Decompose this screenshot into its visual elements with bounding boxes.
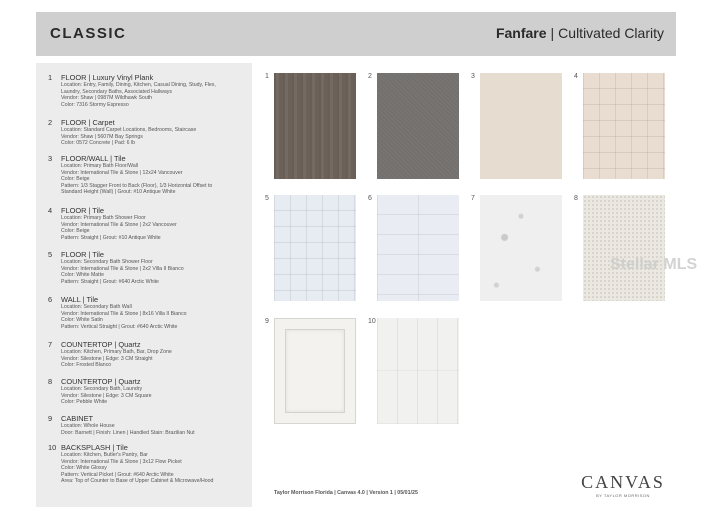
- selection-detail: Door: Barnett | Finish: Linen | Handled Stain: Brazilian Nut: [61, 429, 195, 436]
- selection-title-text: WALL | Tile: [61, 295, 99, 304]
- swatch-number: 4: [574, 73, 578, 80]
- footer-text: Taylor Morrison Florida | Canvas 4.0 | Version 1 | 05/01/25: [274, 490, 418, 496]
- swatch-number: 1: [265, 73, 269, 80]
- selection-title: [48, 340, 248, 349]
- selection-number: 2: [48, 118, 53, 127]
- selection-number: 9: [48, 414, 53, 423]
- selection-detail: Vendor: Silestone | Edge: 3 CM Square: [61, 392, 152, 399]
- selection-detail: Pattern: Straight | Grout: #10 Antique White: [61, 234, 161, 241]
- brand-name: Fanfare: [495, 25, 547, 41]
- backsplash-picket-swatch: [377, 318, 459, 424]
- selection-detail: Vendor: International Tile & Stone | 12x24 Vancouver: [61, 169, 183, 176]
- selection-title: [48, 377, 248, 386]
- selection-item: [48, 206, 248, 241]
- logo-sub: BY TAYLOR MORRISON: [596, 493, 650, 498]
- selection-title: [48, 73, 248, 82]
- swatch-number: 10: [368, 318, 376, 325]
- selection-detail: Vendor: International Tile & Stone | 3x12 Flow Picket: [61, 458, 182, 465]
- selection-detail: Location: Standard Carpet Locations, Bedrooms, Staircase: [61, 127, 197, 133]
- selection-detail: Color: Pebble White: [61, 399, 108, 406]
- selection-item: [48, 443, 248, 485]
- header-bar: [36, 12, 676, 56]
- selection-title: [48, 443, 248, 452]
- selection-item: [48, 154, 248, 196]
- selection-detail: Color: Frosted Blanco: [61, 362, 112, 369]
- white-mosaic-swatch: [274, 195, 356, 301]
- selection-detail: Laundry, Secondary Baths, Associated Hallways: [61, 88, 172, 95]
- selection-detail: Vendor: Shaw | 0987M Wildhawk South: [61, 95, 153, 102]
- selection-detail: Location: Secondary Bath, Laundry: [61, 386, 143, 392]
- logo-main: CANVAS: [581, 472, 665, 492]
- selection-title-text: COUNTERTOP | Quartz: [61, 340, 141, 349]
- swatch-number: 3: [471, 73, 475, 80]
- selection-number: 3: [48, 154, 53, 163]
- selection-detail: Color: White Matte: [61, 272, 104, 279]
- selection-title: [48, 206, 248, 215]
- swatch-number: 6: [368, 195, 372, 202]
- selection-title: [48, 154, 248, 163]
- beige-mosaic-swatch: [583, 73, 665, 179]
- selection-title-text: BACKSPLASH | Tile: [61, 443, 128, 452]
- selection-detail: Pattern: Vertical Picket | Grout: #640 Arctic White: [61, 471, 174, 478]
- brand-separator: |: [550, 25, 555, 41]
- selection-item: [48, 250, 248, 285]
- selection-detail: Location: Primary Bath Shower Floor: [61, 215, 146, 221]
- selection-detail: Location: Kitchen, Butler's Pantry, Bar: [61, 452, 148, 458]
- watermark: Stellar MLS: [610, 256, 698, 273]
- selection-title-text: COUNTERTOP | Quartz: [61, 377, 141, 386]
- quartz-pebble-swatch: [583, 195, 665, 301]
- selection-title-text: FLOOR | Tile: [61, 250, 104, 259]
- selection-number: 5: [48, 250, 53, 259]
- selection-detail: Vendor: Shaw | 5607M Bay Springs: [61, 133, 143, 140]
- selections-panel: [36, 63, 252, 507]
- selection-detail: Location: Kitchen, Primary Bath, Bar, Drop Zone: [61, 349, 172, 355]
- selection-item: [48, 414, 248, 436]
- selection-detail: Color: Beige: [61, 176, 90, 183]
- wood-plank-swatch: [274, 73, 356, 179]
- selection-detail: Location: Whole House: [61, 423, 115, 429]
- selection-number: 4: [48, 206, 53, 215]
- selection-item: [48, 377, 248, 406]
- selection-item: [48, 340, 248, 369]
- beige-tile-swatch: [480, 73, 562, 179]
- selection-number: 7: [48, 340, 53, 349]
- selection-detail: Color: 0572 Concrete | Pad: 6 lb: [61, 140, 136, 147]
- canvas-logo: [580, 472, 666, 498]
- selection-detail: Location: Entry, Family, Dining, Kitchen, Casual Dining, Study, Flex,: [61, 82, 216, 88]
- swatch-number: 5: [265, 195, 269, 202]
- selection-title: [48, 295, 248, 304]
- swatch-number: 9: [265, 318, 269, 325]
- selection-detail: Vendor: International Tile & Stone | 8x16 Villa II Bianco: [61, 310, 187, 317]
- brand-title: [496, 25, 664, 41]
- selection-number: 1: [48, 73, 53, 82]
- selection-detail: Area: Top of Counter to Base of Upper Cabinet & Microwave/Hood: [61, 478, 214, 485]
- brand-tagline: Cultivated Clarity: [558, 25, 664, 41]
- selection-number: 10: [48, 443, 57, 452]
- selection-item: [48, 73, 248, 108]
- selection-detail: Standard Height (Wall) | Grout: #10 Antique White: [61, 189, 176, 196]
- selection-detail: Vendor: International Tile & Stone | 2x2 Villa II Bianco: [61, 265, 184, 272]
- selection-detail: Pattern: Vertical Straight | Grout: #640 Arctic White: [61, 323, 178, 330]
- selection-title-text: CABINET: [61, 414, 94, 423]
- selection-detail: Pattern: Straight | Grout: #640 Arctic White: [61, 278, 159, 285]
- selection-number: 6: [48, 295, 53, 304]
- selection-title: [48, 118, 248, 127]
- selection-detail: Pattern: 1/3 Stagger Front to Back (Floor), 1/3 Horizontal Offset to: [61, 182, 213, 189]
- selection-detail: Color: White Glossy: [61, 465, 107, 472]
- selection-detail: Color: White Satin: [61, 317, 103, 324]
- selection-title-text: FLOOR | Luxury Vinyl Plank: [61, 73, 154, 82]
- selection-item: [48, 295, 248, 330]
- selection-detail: Location: Primary Bath Floor/Wall: [61, 163, 139, 169]
- quartz-frosted-swatch: [480, 195, 562, 301]
- selection-detail: Color: 7316 Stormy Espresso: [61, 101, 129, 108]
- selection-number: 8: [48, 377, 53, 386]
- swatch-number: 7: [471, 195, 475, 202]
- selection-title-text: FLOOR/WALL | Tile: [61, 154, 126, 163]
- selection-title-text: FLOOR | Carpet: [61, 118, 115, 127]
- collection-title: CLASSIC: [50, 25, 127, 42]
- carpet-swatch: [377, 73, 459, 179]
- selection-item: [48, 118, 248, 147]
- swatch-number: 8: [574, 195, 578, 202]
- selection-detail: Vendor: Silestone | Edge: 3 CM Straight: [61, 355, 153, 362]
- white-wall-tile-swatch: [377, 195, 459, 301]
- selection-detail: Vendor: International Tile & Stone | 2x2 Vancouver: [61, 221, 177, 228]
- selection-detail: Color: Beige: [61, 228, 90, 235]
- selection-detail: Location: Secondary Bath Shower Floor: [61, 259, 153, 265]
- selection-title: [48, 250, 248, 259]
- swatch-number: 2: [368, 73, 372, 80]
- selection-title: [48, 414, 248, 423]
- cabinet-panel: [285, 329, 345, 413]
- selection-title-text: FLOOR | Tile: [61, 206, 104, 215]
- selection-detail: Location: Secondary Bath Wall: [61, 304, 132, 310]
- cabinet-door-swatch: [274, 318, 356, 424]
